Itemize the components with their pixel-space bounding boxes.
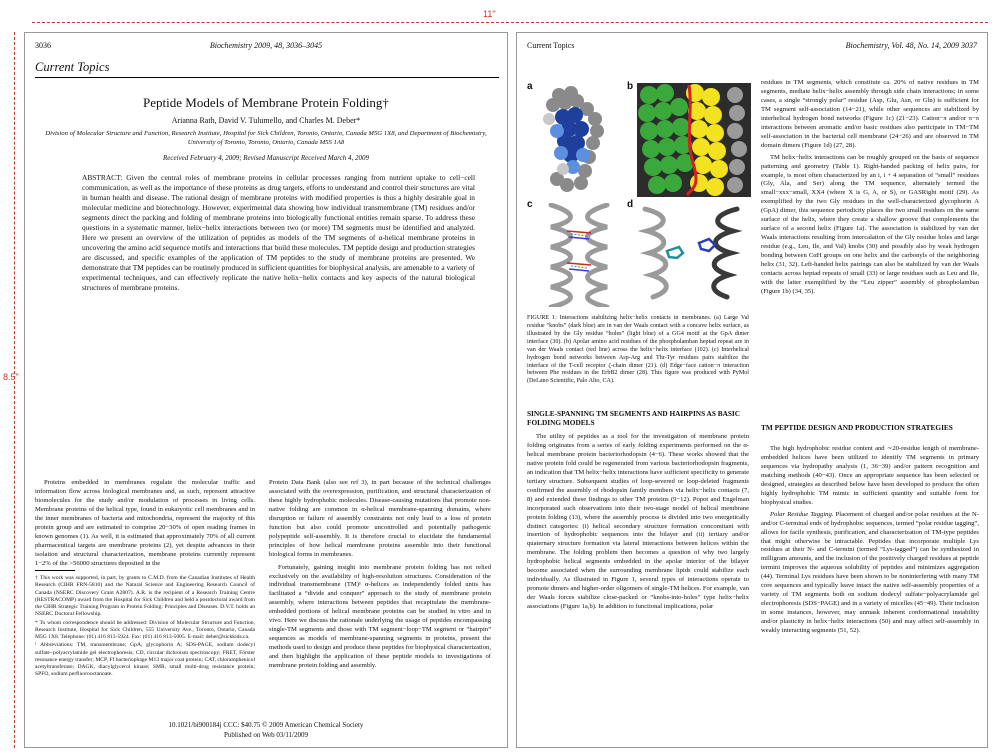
- section-1-body: [527, 433, 749, 612]
- right-column: [761, 79, 979, 297]
- abstract-label: ABSTRACT:: [82, 173, 123, 182]
- body-column-1: [35, 479, 255, 569]
- published-line: Published on Web 03/11/2009: [223, 731, 309, 739]
- body-column-2: [269, 479, 491, 671]
- abstract-text: Given the central roles of membrane proteins in cellular processes ranging from nutrient uptake to cell−cell communication, as well as the importance of these proteins as drug targets, efforts to understand and control their structures are vital in human health and disease. The rational design of membrane proteins with modified properties is thus a highly desirable goal in molecular medicine and biotechnology. However, experimental data showing how individual transmembrane (TM) residues and/or segments direct the packing and folding of membrane proteins into biologically functional entities remain sparse. To address these questions in a systematic manner, helix−helix interactions between two (or more) TM segments must be identified and analyzed. Here we present an overview of the utilization of peptides as models of the TM segments of α-helical membrane proteins in uncovering the amino acid sequence motifs and interactions that build these molecules. TM peptide design and production strategies are discussed, and specific examples of the application of TM peptides to the study of membrane proteins are presented. We demonstrate that TM peptides can be routinely produced in sufficient quantities for biophysical analysis, are amenable to a variety of experimental techniques, and can effectively replicate the native helix−helix contacts and key aspects of the natural biological structures of membrane proteins.: [82, 173, 475, 292]
- figure-1-caption: FIGURE 1: Interactions stabilizing helix−helix contacts in membranes. (a) Large Val residue “knobs” (dark blue) are in van der Waals contact with a concave helix surface, as illustrated by the Gly residue “holes” (light blue) of a GG4 motif at the GpA dimer interface (30). (b) Apolar amino acid residues of the phospholamban heptad repeat are in van der Waals contact (red line) across the helix−helix interface (102). (c) Interhelical hydrogen bond networks between Asp-Arg and Thr-Tyr residues pairs stabilize the interface of the T-cell receptor ζ-chain dimer (21). (d) Edge−face cation−π interaction between Phe residues in the ErbB2 dimer (28). This figure was produced with PyMol (DeLano Scientific, Palo Alto, CA).: [527, 315, 749, 385]
- footnote-correspondence: * To whom correspondence should be addressed: Division of Molecular Structure and Function, Research Institute, Hospital for Sick Children, 555 University Ave., Toronto, Ontario, Canada M5G 1X8. Telephone: (01) 416 813-5924. Fax: (01) 416 813-5005. E-mail: deber@sickkids.ca.: [35, 619, 255, 641]
- header-rule: [35, 77, 499, 78]
- authors: Arianna Rath, David V. Tulumello, and Charles M. Deber*: [171, 116, 361, 125]
- col2-paragraph-1: Protein Data Bank (also see ref 3), in part because of the technical challenges associated with the overexpression, purification, and structural characterization of these highly hydrophobic molecules. Disease-causing mutations that promote non-native folding are common in α-helical membrane-spanning domains, where disruption or failure of assembly constraints not only lead to a loss of protein function but also could promote uncontrolled and potentially pathogenic polypeptide self-assembly. It is therefore crucial to elucidate the fundamental principles of how helical membrane proteins assemble into their functional biological forms in membranes.: [269, 479, 491, 558]
- footnote-funding: † This work was supported, in part, by grants to C.M.D. from the Canadian Institutes of Health Research (CIHR FRN-5810) and the Natural Science and Engineering Research Council of Canada (NSERC Discovery Grant A2807). A.R. is the recipient of a Research Training Centre (RESTRACOMP) award from the Hospital for Sick Children and held a postdoctoral award from the CIHR Strategic Training Program in Protein Folding: Principles and Diseases. D.V.T. holds an NSERC Doctoral Fellowship.: [35, 575, 255, 618]
- width-dimension-label: 11": [483, 9, 496, 19]
- affiliation: Division of Molecular Structure and Function, Research Institute, Hospital for Sick Children, Toronto, Ontario, Canada M5G 1X8, and Department of Biochemistry, University of Toronto, Toronto, Ontario, Canada M5S 1A8: [45, 130, 487, 146]
- panel-c-helix-model: [537, 203, 623, 307]
- footnote-abbreviations: ¹ Abbreviations: TM, transmembrane; GpA, glycophorin A; SDS-PAGE, sodium dodecyl sulfate−polyacrylamide gel electrophoresis; CD, circular dichroism spectroscopy; FRET, Förster resonance energy transfer; MCP, Ff bacteriophage M13 major coat protein; CAT, chloramphenicol acetyltransferase; DAGK, diacylglycerol kinase; SMR, small multi-drug resistance protein; SPFO, sodium perfluorooctanoate.: [35, 642, 255, 678]
- page-number: 3036: [35, 41, 51, 50]
- running-head-left: Current Topics: [527, 41, 575, 50]
- col4-paragraph-2: TM helix−helix interactions can be roughly grouped on the basis of sequence patterning and geometry (Table 1). Right-handed packing of helix pairs, for example, is most often characterized by an i, i + 4 separation of “small” residues (Gly, Ala, and Ser) along the TM sequence, alternately termed the small−xxx−small, XX4 (where X is G, A, or S), or GASRight motif (29). As exemplified by the two Gly residues in the well-characterized glycophorin A (GpA) dimer, this sequence periodicity places the two small residues on the same surface of the helix, where they create a shallow groove that complements the surface of a second helix (Figure 1a). The association is stabilized by van der Waals interactions resulting from intercalation of the Gly residue holes and large residue (e.g., Leu, Ile, and Val) knobs (30) and possibly also by weak hydrogen bonding between CαH groups on one helix and the carbonyls of the neighboring helix (31, 32). Left-handed helix pairings can also be stabilized by van der Waals contacts across heptad repeats of small (33) or large residues such as Leu and Ile, with the latter exemplified by the “Leu zipper” assembly of phospholamban (Figure 1b) (34, 35).: [761, 153, 979, 295]
- panel-label-a: a: [527, 81, 533, 92]
- running-head: Biochemistry 2009, 48, 3036–3045: [209, 41, 323, 50]
- section-2-paragraph: The high hydrophobic residue content and ∼20-residue length of membrane-embedded helices have been utilized to identify TM segments in primary sequences via hydropathy analysis (1, 36−39) and/or pattern recognition and matching methods (40−43). Once an appropriate sequence has been selected or designed, strategies as described below have been developed to produce the often highly hydrophobic TM mimic in sufficient quantity and suitable form for biophysical studies.: [761, 445, 979, 506]
- height-dimension-line: [14, 32, 15, 748]
- section-label: Current Topics: [35, 60, 110, 74]
- panel-a-spacefill-model: [537, 85, 617, 195]
- abstract: [82, 173, 475, 293]
- panel-label-c: c: [527, 199, 533, 210]
- panel-label-b: b: [627, 81, 634, 92]
- footnote-rule: [35, 570, 75, 571]
- figure-1: [525, 81, 753, 311]
- footnotes: [35, 575, 255, 680]
- panel-d-helix-model: [637, 203, 749, 307]
- running-head-right: Biochemistry, Vol. 48, No. 14, 2009 3037: [845, 41, 977, 50]
- right-page: [516, 32, 988, 748]
- polar-tagging-text: Placement of charged and/or polar residues at the N- and/or C-terminal ends of hydrophobic sequences, termed “polar residue tagging”, allows for facile synthesis, purification, and characterization of TM-type peptides that might otherwise be intractable. Peptides that incorporate multiple Lys residues at their N- and C-termini (termed “Lys-tagged”) can be synthesized in milligram amounts, and the inclusion of the positively charged residues at peptide termini improves the aqueous solubility of peptides and minimizes aggregation (44). Terminal Lys residues have been shown to be noninterfering with many TM core sequences and typically leave intact the native self-assembly properties of a variety of TM segments both on sodium dodecyl sulfate−polyacrylamide gel electrophoresis (SDS−PAGE) and in a variety of micelles (45−49). Their inclusion in some instances, however, may unmask inherent conformational instability and/or plasticity in helix−helix interactions (50) and may affect self-assembly in weakly interacting segments (51, 52).: [761, 510, 980, 635]
- section-1-paragraph: The utility of peptides as a tool for the investigation of membrane protein folding originates from a series of early folding experiments performed on the α-helical membrane protein bacteriorhodopsin (4−6). These works showed that the native protein fold could be regenerated from various bacteriorhodopsin fragments, an indication that TM helix−helix interactions have sufficient specificity to generate tertiary structure. Subsequent studies of loop-severed or loop-deleted fragments confirmed the assembly of rhodopsin family members via helix−helix contacts (7, 8) and extended these findings to other TM proteins (9−12). Popot and Engelman incorporated such observations into their two-stage model of helical membrane protein folding (13), where the assembly process is divided into two energetically distinct categories: (i) helical secondary structure formation concomitant with insertion of hydrophobic sequences into the bilayer and (ii) tertiary and/or quaternary structure formation via lateral interactions between helices within the membrane. The folding problem then becomes a question of why two largely hydrophobic helical segments embedded in the apolar interior of the bilayer become associated when the surrounding membrane lipids could stabilize each individually. As illustrated in Figure 1, several types of interactions operate to promote dimers and higher-order oligomers of single-TM helices. For example, van der Waals forces stabilize close-packed or “knobs-into-holes” type helix−helix associations (Figure 1a,b). In addition to functional implications, polar: [527, 433, 749, 611]
- intro-paragraph: Proteins embedded in membranes regulate the molecular traffic and information flow across biological membranes and, as such, represent attractive biomolecules for the study and/or modulation of processes in living cells. Membrane proteins of the helical type, found in eukaryotic cell membranes and in the inner membranes of bacteria and mitochondria, represent the majority of this protein group and are estimated to comprise 20−30% of open reading frames in known genomes (1). As well, it is estimated that approximately 70% of all current pharmaceutical targets are membrane proteins (2), yet despite advances in their isolation and structural characterization, membrane proteins currently represent 1−2% of the >56000 structures deposited in the: [35, 479, 255, 567]
- col2-paragraph-2: Fortunately, gaining insight into membrane protein folding has not relied exclusively on the availability of high-resolution structures. Consideration of the individual transmembrane (TM)¹ α-helices as independently folded units has facilitated a “divide and conquer” approach to the study of membrane protein assembly, where interactions between peptides that recapitulate the membrane-embedded portions of helical membrane proteins can be studied in vitro and in vivo. Here we discuss the rationale underlying the usage of peptides encompassing single-TM segments and those with TM segment−loop−TM segment or “hairpin” sequences as models of membrane-spanning segments in proteins, present the methods used to design and produce these peptides for biophysical characterization, and then highlight the application of these peptide models to investigations of membrane protein folding and assembly.: [269, 563, 491, 670]
- section-2-body: [761, 445, 979, 636]
- received-dates: Received February 4, 2009; Revised Manuscript Received March 4, 2009: [163, 154, 369, 162]
- article-title: Peptide Models of Membrane Protein Folding†: [143, 95, 389, 110]
- panel-label-d: d: [627, 199, 634, 210]
- panel-b-spacefill-model: [637, 83, 751, 197]
- left-page: [24, 32, 508, 748]
- section-2-heading: TM PEPTIDE DESIGN AND PRODUCTION STRATEGIES: [761, 423, 953, 432]
- polar-tagging-paragraph: [761, 511, 979, 636]
- col4-paragraph-1: residues in TM segments, which constitute ca. 20% of native residues in TM segments, mediate helix−helix assembly through side chain interactions; in some cases, a single “strongly polar” residue (Asp, Glu, Asn, or Gln) is sufficient for TM segment self-association (14−21), while other sequences are stabilized by interhelical hydrogen bond networks (Figure 1c) (21−23). Cation−π and/or π−π interactions between aromatic and/or basic residues also participate in TM−TM self-association in the bacterial cell membrane (24−26) and are observed in TM domain dimers (Figure 1d) (27, 28).: [761, 79, 979, 149]
- polar-tagging-label: Polar Residue Tagging.: [770, 510, 834, 518]
- section-1-heading: SINGLE-SPANNING TM SEGMENTS AND HAIRPINS AS BASIC FOLDING MODELS: [527, 409, 741, 428]
- height-dimension-label: 8.5": [3, 372, 19, 382]
- doi-line: 10.1021/bi900184j CCC: $40.75 © 2009 American Chemical Society: [168, 721, 364, 729]
- width-dimension-line: [32, 22, 988, 23]
